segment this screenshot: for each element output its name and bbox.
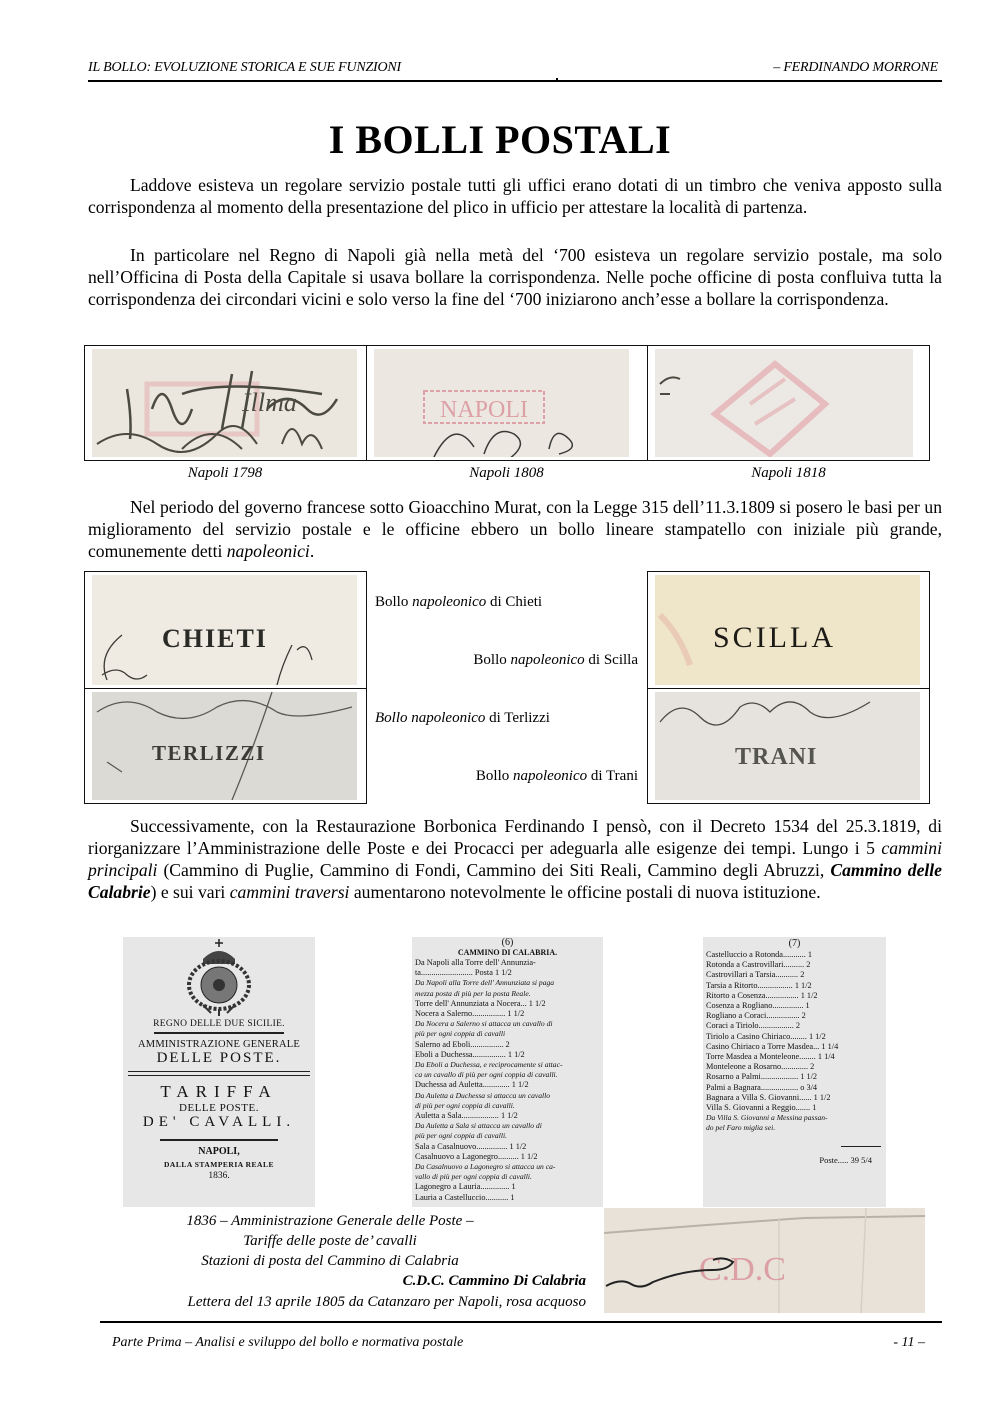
paragraph-napoli: In particolare nel Regno di Napoli già nella metà del ‘700 esisteva un regolare servizio postale, ma solo nell’Officina di Posta della Capitale si usava bollare la corrispondenza. Nelle poche officine di posta confluiva tutta la corrispondenza dei circondari vicini e solo verso la fine del ‘700 iniziarono anch’esse a bollare la corrispondenza. bbox=[88, 245, 942, 309]
text-run-italic: napoleonico bbox=[512, 768, 588, 784]
tariff-line: Tiriolo a Casino Chiriaco........ 1 1/2 bbox=[706, 1031, 826, 1041]
tariff-note: Da Auletta a Duchessa si attacca un cavallo bbox=[415, 1090, 551, 1100]
caption-line: 1836 – Amministrazione Generale delle Poste – bbox=[186, 1213, 474, 1229]
running-footer-section: Parte Prima – Analisi e sviluppo del bollo e normativa postale bbox=[112, 1335, 464, 1350]
stamp-photo-napoli-1818 bbox=[655, 349, 913, 457]
stamp-photo-napoli-1798 bbox=[92, 349, 357, 457]
text-run: aumentarono notevolmente le officine postali di nuova istituzione. bbox=[349, 882, 821, 902]
tariff-line: Da Napoli alla Torre dell' Annunzia- bbox=[415, 958, 536, 967]
tariff-line: Bagnara a Villa S. Giovanni...... 1 1/2 bbox=[706, 1092, 831, 1102]
tariff-line: Cosenza a Rogliano............... 1 bbox=[706, 1001, 810, 1011]
caption-chieti bbox=[375, 594, 542, 611]
tariff-note: Da Eboli a Duchessa, e reciprocamente si attac- bbox=[415, 1060, 563, 1070]
tariff-note: ca un cavallo di più per ogni coppia di cavalli. bbox=[415, 1070, 558, 1080]
text-run: (Cammino di Puglie, Cammino di Fondi, Cammino dei Siti Reali, Cammino degli Abruzzi, bbox=[157, 860, 831, 880]
stamp-photo-napoli-1808 bbox=[374, 349, 629, 457]
napoleonic-cell-trani bbox=[647, 688, 930, 804]
page-title: I BOLLI POSTALI bbox=[328, 117, 672, 162]
cdc-description: Lettera del 13 aprile 1805 da Catanzaro per Napoli, rosa acquoso bbox=[187, 1294, 586, 1310]
tariff-line: Torre Masdea a Monteleone........ 1 1/4 bbox=[706, 1052, 835, 1062]
cover-rule bbox=[128, 1071, 310, 1076]
paragraph-intro: Laddove esisteva un regolare servizio postale tutti gli uffici erano dotati di un timbro che veniva apposto sulla corrispondenza al momento della presentazione del plico in ufficio per attestare la località di partenza. bbox=[88, 175, 942, 217]
script-word: Illma bbox=[242, 388, 297, 417]
napoleonic-cell-scilla bbox=[647, 571, 930, 689]
caption-trani bbox=[476, 768, 638, 785]
tariff-note: Da Napoli alla Torre dell' Annunziata si paga bbox=[415, 978, 555, 988]
stamp-illustration bbox=[374, 349, 629, 457]
page6-lines bbox=[412, 958, 603, 1203]
napoleonic-cell-chieti bbox=[84, 571, 367, 689]
page-number: - 11 – bbox=[893, 1335, 925, 1350]
tariff-line: Duchessa ad Auletta............. 1 1/2 bbox=[415, 1080, 529, 1090]
stamp-cell-1818 bbox=[648, 346, 929, 460]
caption-line: Stazioni di posta del Cammino di Calabria bbox=[201, 1253, 459, 1269]
page7-lines bbox=[703, 950, 886, 1134]
napoli-stamps-table bbox=[84, 345, 930, 461]
tariff-note: più per ogni coppia di cavalli. bbox=[415, 1131, 507, 1141]
caption-line: Tariffe delle poste de’ cavalli bbox=[243, 1233, 417, 1249]
napoleonic-cell-terlizzi bbox=[84, 688, 367, 804]
tariff-line: Lauria a Castelluccio........... 1 bbox=[415, 1192, 515, 1202]
tariff-line: Rosarno a Palmi.................. 1 1/2 bbox=[706, 1072, 818, 1082]
text-run-italic: Bollo napoleonico bbox=[375, 710, 486, 726]
tariff-line: Lagonegro a Lauria.............. 1 bbox=[415, 1182, 516, 1192]
page6-heading: CAMMINO DI CALABRIA. bbox=[457, 948, 558, 957]
tariff-note: Da Casalnuovo a Lagonegro si attacca un ca- bbox=[415, 1162, 556, 1172]
caption-napoli-1798: Napoli 1798 bbox=[187, 465, 263, 481]
cover-ornament bbox=[160, 1139, 278, 1141]
tariff-note: mezza posta di più per la posta Reale. bbox=[415, 988, 531, 998]
cover-delle-poste: DELLE POSTE. bbox=[179, 1102, 259, 1114]
page-number-6: (6) bbox=[501, 937, 514, 948]
text-run: Bollo bbox=[375, 594, 413, 610]
page7-total: Poste..... 39 5/4 bbox=[819, 1154, 872, 1165]
cover-poste: DELLE POSTE. bbox=[156, 1050, 282, 1066]
tariff-line: Torre dell' Annunziata a Nocera... 1 1/2 bbox=[415, 998, 546, 1008]
text-run: Nel periodo del governo francese sotto Gioacchino Murat, con la Legge 315 dell’11.3.1809 si posero le basi per un miglioramento del servizio postale e le officine ebbero un bollo lineare stampatello con iniziale più grande, comunemente detti bbox=[88, 497, 942, 561]
stamp-photo-chieti bbox=[92, 575, 357, 685]
cover-year: 1836. bbox=[208, 1171, 230, 1181]
stamp-photo-scilla bbox=[655, 575, 920, 685]
text-run: di Trani bbox=[587, 768, 638, 784]
stamp-illustration bbox=[655, 692, 920, 800]
text-run-italic: napoleonici bbox=[226, 541, 310, 561]
paragraph-restaurazione bbox=[88, 815, 942, 903]
text-run: . bbox=[309, 541, 315, 561]
text-run: ) e sui vari bbox=[150, 882, 230, 902]
tariff-page-7-image bbox=[703, 937, 886, 1207]
text-run: di Chieti bbox=[486, 594, 543, 610]
chieti-stamp-text: CHIETI bbox=[162, 624, 268, 653]
tariff-line: Tarsia a Ritorto................. 1 1/2 bbox=[706, 980, 812, 990]
tariff-line: Coraci a Tiriolo................. 2 bbox=[706, 1021, 801, 1031]
tariff-line: Ritorto a Cosenza................ 1 1/2 bbox=[706, 990, 818, 1000]
cover-stamperia: DALLA STAMPERIA REALE bbox=[164, 1160, 274, 1169]
running-header-title: IL BOLLO: EVOLUZIONE STORICA E SUE FUNZIONI bbox=[88, 60, 402, 75]
text-run: di Terlizzi bbox=[485, 710, 550, 726]
caption-napoli-1818: Napoli 1818 bbox=[751, 465, 826, 481]
cover-kingdom: REGNO DELLE DUE SICILIE. bbox=[153, 1019, 285, 1029]
cover-cavalli: DE' CAVALLI. bbox=[142, 1114, 296, 1130]
scilla-stamp-text: SCILLA bbox=[713, 621, 836, 654]
tariff-note: Da Nocera a Salerno si attacca un cavallo di bbox=[415, 1019, 553, 1029]
cover-napoli: NAPOLI, bbox=[198, 1146, 240, 1157]
cover-tariffa: TARIFFA bbox=[160, 1082, 278, 1101]
text-run: di Scilla bbox=[584, 652, 638, 668]
total-rule bbox=[841, 1146, 881, 1147]
tariff-line: Villa S. Giovanni a Reggio....... 1 bbox=[706, 1103, 817, 1113]
cover-rule bbox=[154, 1032, 284, 1034]
stamp-photo-trani bbox=[655, 692, 920, 800]
text-run-italic: napoleonico bbox=[412, 594, 487, 610]
tariff-page-6-image bbox=[412, 937, 603, 1207]
tariffa-caption bbox=[120, 1211, 540, 1271]
cdc-title: C.D.C. Cammino Di Calabria bbox=[402, 1273, 586, 1289]
text-run-italic: napoleonico bbox=[510, 652, 585, 668]
tariff-line: Sala a Casalnuovo............... 1 1/2 bbox=[415, 1141, 527, 1151]
tariff-line: Salerno ad Eboli................ 2 bbox=[415, 1039, 510, 1049]
tariff-line: Castelluccio a Rotonda........... 1 bbox=[706, 950, 812, 959]
tariff-note: Da Villa S. Giovanni a Messina passan- bbox=[706, 1113, 828, 1123]
tariff-line: Palmi a Bagnara.................. o 3/4 bbox=[706, 1082, 818, 1092]
tariff-note: Da Auletta a Sala si attacca un cavallo di bbox=[415, 1121, 542, 1131]
tariff-line: Castrovillari a Tarsia........... 2 bbox=[706, 970, 805, 980]
stamp-illustration bbox=[655, 349, 913, 457]
text-run: Bollo bbox=[473, 652, 511, 668]
page-number-7: (7) bbox=[788, 938, 801, 949]
tariff-line: ta......................... Posta 1 1/2 bbox=[415, 968, 512, 978]
cdc-letter-photo bbox=[604, 1208, 925, 1313]
text-run-italic: cammini principali bbox=[88, 838, 942, 880]
text-run: Successivamente, con la Restaurazione Borbonica Ferdinando I pensò, con il Decreto 1534 del 25.3.1819, di riorganizzare l’Amministrazione delle Poste e dei Procacci per adeguarla alle esigenze dei tempi. Lungo i 5 bbox=[88, 816, 942, 858]
tariff-note: di più per ogni coppia di cavalli. bbox=[415, 1100, 515, 1110]
stamp-illustration bbox=[655, 575, 920, 685]
tariff-note: vallo di più per ogni coppia di cavalli. bbox=[415, 1172, 532, 1182]
tariff-note: do pel Faro miglia sei. bbox=[706, 1123, 776, 1133]
tariff-line: Rogliano a Coraci................ 2 bbox=[706, 1011, 806, 1021]
tariff-line: Auletta a Sala.................. 1 1/2 bbox=[415, 1111, 518, 1121]
running-header-author: – FERDINANDO MORRONE bbox=[773, 60, 938, 75]
stamp-photo-terlizzi bbox=[92, 692, 357, 800]
stamp-cell-1808 bbox=[367, 346, 649, 460]
stamp-illustration bbox=[604, 1208, 925, 1313]
header-rule bbox=[88, 80, 942, 82]
tariff-line: Casino Chiriaco a Torre Masdea... 1 1/4 bbox=[706, 1041, 839, 1051]
caption-scilla bbox=[473, 652, 638, 669]
tariff-note: più per ogni coppia di cavalli bbox=[415, 1029, 506, 1039]
caption-terlizzi bbox=[375, 710, 550, 727]
paragraph-murat bbox=[88, 496, 942, 562]
tariff-line: Monteleone a Rosarno............. 2 bbox=[706, 1062, 815, 1072]
text-run-bold-italic: Cammino delle Calabrie bbox=[88, 860, 942, 902]
text-run-italic: cammini traversi bbox=[229, 882, 350, 902]
stamp-illustration bbox=[92, 692, 357, 800]
tariffa-cover-image bbox=[123, 937, 315, 1207]
trani-stamp-text: TRANI bbox=[735, 744, 818, 770]
handwriting-illustration bbox=[92, 349, 357, 457]
tariff-line: Rotonda a Castrovillari.......... 2 bbox=[706, 960, 811, 970]
tariff-line: Eboli a Duchessa................ 1 1/2 bbox=[415, 1049, 525, 1059]
royal-coat-of-arms-icon bbox=[123, 937, 315, 1017]
stamp-cell-1798 bbox=[85, 346, 367, 460]
caption-napoli-1808: Napoli 1808 bbox=[469, 465, 544, 481]
napoli-stamp-text: NAPOLI bbox=[439, 397, 528, 423]
footer-rule bbox=[100, 1321, 942, 1323]
tariff-line: Casalnuovo a Lagonegro.......... 1 1/2 bbox=[415, 1151, 538, 1161]
stamp-illustration bbox=[92, 575, 357, 685]
cover-admin: AMMINISTRAZIONE GENERALE bbox=[138, 1039, 300, 1050]
terlizzi-stamp-text: TERLIZZI bbox=[152, 741, 266, 765]
cdc-stamp-text: C.D.C bbox=[699, 1251, 786, 1288]
text-run: Bollo bbox=[475, 768, 513, 784]
tariff-line: Nocera a Salerno................ 1 1/2 bbox=[415, 1009, 525, 1019]
